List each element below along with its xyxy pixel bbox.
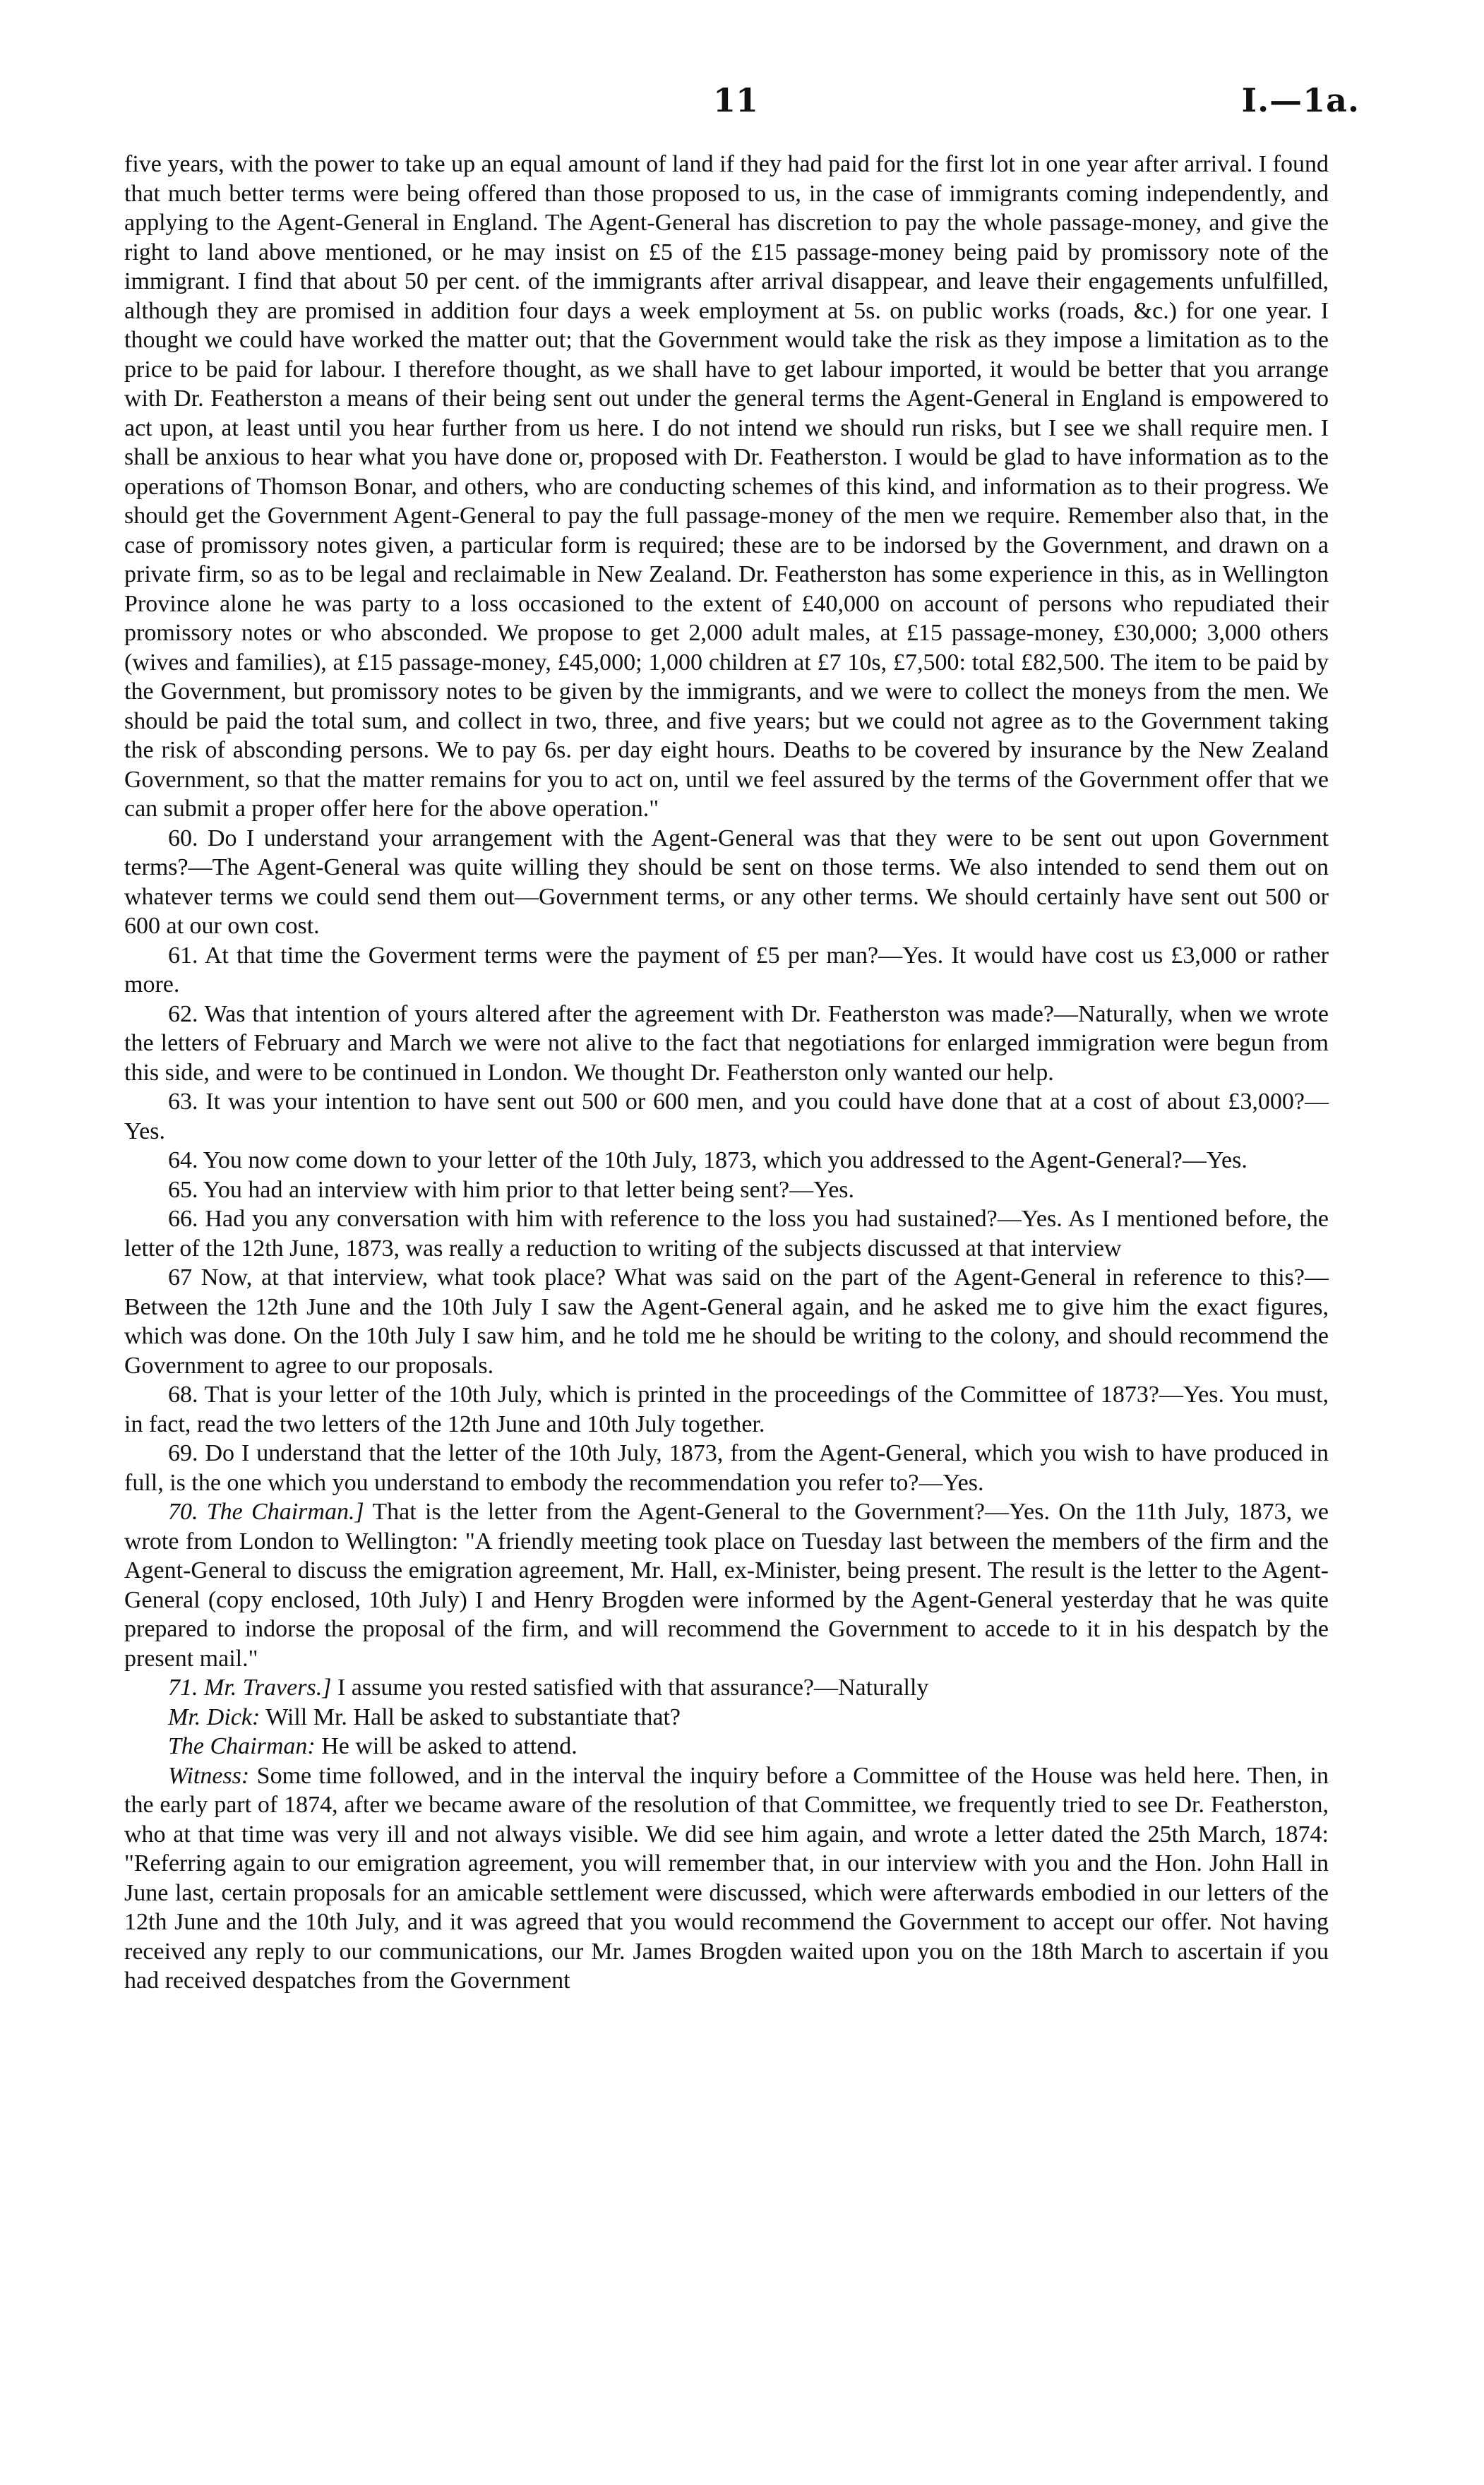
paragraph xyxy=(124,1000,1329,1088)
paragraph xyxy=(124,1703,1329,1732)
paragraph xyxy=(124,1439,1329,1497)
paragraph xyxy=(124,1146,1329,1175)
paragraph xyxy=(124,1732,1329,1761)
paragraph xyxy=(124,1204,1329,1263)
paragraph xyxy=(124,1497,1329,1673)
paragraph-text: 67 Now, at that interview, what took place? What was said on the part of the Agent-General in reference to this?—Between the 12th June and the 10th July I saw the Agent-General again, and he asked me to give him the exact figures, which was done. On the 10th July I saw him, and he told me he should be writing to the colony, and should recommend the Government to agree to our proposals. xyxy=(124,1264,1329,1379)
paragraph-text: Some time followed, and in the interval the inquiry before a Committee of the House was held here. Then, in the early part of 1874, after we became aware of the resolution of that Committee, we frequently tried to see Dr. Featherston, who at that time was very ill and not always visible. We did see him again, and wrote a letter dated the 25th March, 1874: "Referring again to our emigration agreement, you will remember that, in our interview with you and the Hon. John Hall in June last, certain proposals for an amicable settlement were discussed, which were afterwards embodied in our letters of the 12th June and the 10th July, and it was agreed that you would recommend the Government to accept our offer. Not having received any reply to our communications, our Mr. James Brogden waited upon you on the 18th March to ascertain if you had received despatches from the Government xyxy=(124,1762,1329,1994)
paragraph-text: five years, with the power to take up an equal amount of land if they had paid for the first lot in one year after arrival. I found that much better terms were being offered than those proposed to us, in the case of immigrants coming independently, and applying to the Agent-General in England. The Agent-General has discretion to pay the whole passage-money, and give the right to land above mentioned, or he may insist on £5 of the £15 passage-money being paid by promissory note of the immigrant. I find that about 50 per cent. of the immigrants after arrival disappear, and leave their engagements unfulfilled, although they are promised in addition four days a week employment at 5s. on public works (roads, &c.) for one year. I thought we could have worked the matter out; that the Government would take the risk as they impose a limitation as to the price to be paid for labour. I therefore thought, as we shall have to get labour imported, it would be better that you arrange with Dr. Featherston a means of their being sent out under the general terms the Agent-General in England is empowered to act upon, at least until you hear further from us here. I do not intend we should run risks, but I see we shall require men. I shall be anxious to hear what you have done or, proposed with Dr. Featherston. I would be glad to have information as to the operations of Thomson Bonar, and others, who are conducting schemes of this kind, and information as to their progress. We should get the Government Agent-General to pay the full passage-money of the men we require. Remember also that, in the case of promissory notes given, a particular form is required; these are to be indorsed by the Government, and drawn on a private firm, so as to be legal and reclaimable in New Zealand. Dr. Featherston has some experience in this, as in Wellington Province alone he was party to a loss occasioned to the extent of £40,000 on account of persons who repudiated their promissory notes or who absconded. We propose to get 2,000 adult males, at £15 passage-money, £30,000; 3,000 others (wives and families), at £15 passage-money, £45,000; 1,000 children at £7 10s, £7,500: total £82,500. The item to be paid by the Government, but promissory notes to be given by the immigrants, and we were to collect the moneys from the men. We should be paid the total sum, and collect in two, three, and five years; but we could not agree as to the Government taking the risk of absconding persons. We to pay 6s. per day eight hours. Deaths to be covered by insurance by the New Zealand Government, so that the matter remains for you to act on, until we feel assured by the terms of the Government offer that we can submit a proper offer here for the above operation." xyxy=(124,151,1329,822)
paragraph-text: 62. Was that intention of yours altered after the agreement with Dr. Featherston was made?—Naturally, when we wrote the letters of February and March we were not alive to the fact that negotiations for enlarged immigration were begun from this side, and were to be continued in London. We thought Dr. Featherston only wanted our help. xyxy=(124,1000,1329,1086)
paragraph xyxy=(124,941,1329,1000)
speaker-label: 71. Mr. Travers.] xyxy=(168,1675,332,1701)
document-reference: I.—1a. xyxy=(1241,81,1360,119)
paragraph xyxy=(124,1380,1329,1439)
paragraph-text: 63. It was your intention to have sent out 500 or 600 men, and you could have done that at a cost of about £3,000?—Yes. xyxy=(124,1089,1329,1144)
body-text xyxy=(124,150,1329,1996)
paragraph xyxy=(124,824,1329,941)
paragraph xyxy=(124,150,1329,824)
paragraph-text: 66. Had you any conversation with him with reference to the loss you had sustained?—Yes. As I mentioned before, the letter of the 12th June, 1873, was really a reduction to writing of the subjects discussed at that interview xyxy=(124,1206,1329,1262)
paragraph-text: He will be asked to attend. xyxy=(321,1733,578,1759)
paragraph xyxy=(124,1263,1329,1380)
paragraph xyxy=(124,1087,1329,1146)
paragraph xyxy=(124,1673,1329,1703)
paragraph-text: 60. Do I understand your arrangement with the Agent-General was that they were to be sent out upon Government terms?—The Agent-General was quite willing they should be sent on those terms. We also intended to send them out on whatever terms we could send them out—Government terms, or any other terms. We should certainly have sent out 500 or 600 at our own cost. xyxy=(124,825,1329,939)
paragraph-text: 61. At that time the Goverment terms were the payment of £5 per man?—Yes. It would have cost us £3,000 or rather more. xyxy=(124,942,1329,998)
page-number: 11 xyxy=(713,81,759,119)
speaker-label: Mr. Dick: xyxy=(168,1703,261,1730)
paragraph xyxy=(124,1761,1329,1996)
speaker-label: 70. The Chairman.] xyxy=(168,1499,364,1525)
page-header xyxy=(0,81,1484,124)
speaker-label: Witness: xyxy=(168,1762,250,1789)
paragraph-text: That is the letter from the Agent-General to the Government?—Yes. On the 11th July, 1873, we wrote from London to Wellington: "A friendly meeting took place on Tuesday last between the members of the firm and the Agent-General to discuss the emigration agreement, Mr. Hall, ex-Minister, being present. The result is the letter to the Agent-General (copy enclosed, 10th July) I and Henry Brogden were informed by the Agent-General yesterday that he was quite prepared to indorse the proposal of the firm, and will recommend the Government to accede to it in his despatch by the present mail." xyxy=(124,1499,1329,1672)
paragraph-text: 64. You now come down to your letter of the 10th July, 1873, which you addressed to the Agent-General?—Yes. xyxy=(168,1147,1247,1173)
paragraph-text: I assume you rested satisfied with that assurance?—Naturally xyxy=(337,1675,929,1701)
paragraph-text: 68. That is your letter of the 10th July, which is printed in the proceedings of the Committee of 1873?—Yes. You must, in fact, read the two letters of the 12th June and 10th July together. xyxy=(124,1382,1329,1437)
paragraph-text: Will Mr. Hall be asked to substantiate that? xyxy=(265,1703,681,1730)
paragraph-text: 69. Do I understand that the letter of the 10th July, 1873, from the Agent-General, which you wish to have produced in full, is the one which you understand to embody the recommendation you refer to?—Yes. xyxy=(124,1440,1329,1496)
speaker-label: The Chairman: xyxy=(168,1733,316,1759)
paragraph xyxy=(124,1175,1329,1205)
paragraph-text: 65. You had an interview with him prior to that letter being sent?—Yes. xyxy=(168,1176,855,1203)
